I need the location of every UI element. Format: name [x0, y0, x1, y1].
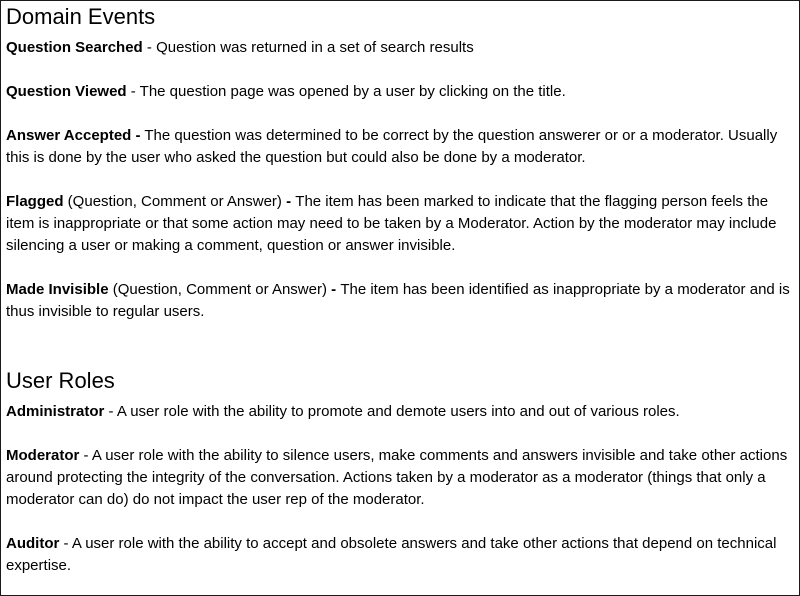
entry-definition: The item has been marked to indicate that the flagging person feels the item is inappropriate or that some action may need to be taken by a Moderator. Action by the moderator may include silencing a user or making a comment, question or answer invisible.	[6, 193, 777, 254]
entry-definition: The item has been identified as inappropriate by a moderator and is thus invisible to regular users.	[6, 281, 790, 320]
entry-term: Question Searched	[6, 39, 143, 56]
entry-auditor	[6, 533, 794, 577]
entry-question-searched	[6, 37, 794, 59]
entry-flagged	[6, 191, 794, 257]
entry-answer-accepted	[6, 125, 794, 169]
entry-made-invisible	[6, 279, 794, 323]
entry-moderator	[6, 445, 794, 511]
entry-separator: -	[59, 535, 72, 552]
entry-separator: -	[126, 83, 140, 100]
entry-definition: Question was returned in a set of search results	[156, 39, 474, 56]
entry-term: Administrator	[6, 403, 105, 420]
user-roles-heading: User Roles	[6, 368, 115, 393]
entry-term: Answer Accepted -	[6, 127, 141, 144]
entry-term: Moderator	[6, 447, 80, 464]
entry-question-viewed	[6, 81, 794, 103]
entry-term: Auditor	[6, 535, 60, 552]
document-content	[6, 3, 794, 596]
entry-definition: The question page was opened by a user by clicking on the title.	[139, 83, 566, 100]
domain-events-heading: Domain Events	[6, 4, 156, 29]
entry-definition: A user role with the ability to promote and demote users into and out of various roles.	[116, 403, 680, 420]
entry-definition: A user role with the ability to accept and obsolete answers and take other actions that depend on technical expertise.	[6, 535, 777, 574]
entry-separator: -	[79, 447, 92, 464]
entry-administrator	[6, 401, 794, 423]
entry-separator: -	[104, 403, 117, 420]
entry-separator: -	[326, 281, 341, 298]
entry-definition: A user role with the ability to silence users, make comments and answers invisible and take other actions around protecting the integrity of the conversation. Actions taken by a moderator as a moderator (things that only a moderator can do) do not impact the user rep of the moderator.	[6, 447, 788, 508]
entry-qualifier: (Question, Comment or Answer)	[108, 281, 327, 298]
entry-qualifier: (Question, Comment or Answer)	[63, 193, 282, 210]
entry-definition: The question was determined to be correct by the question answerer or or a moderator. Usually this is done by the user who asked the question but could also be done by a moderator.	[6, 127, 778, 166]
entry-term: Flagged	[6, 193, 64, 210]
section-spacer	[6, 345, 794, 367]
entry-separator: -	[281, 193, 296, 210]
entry-term: Made Invisible	[6, 281, 109, 298]
entry-separator: -	[142, 39, 157, 56]
entry-term: Question Viewed	[6, 83, 127, 100]
